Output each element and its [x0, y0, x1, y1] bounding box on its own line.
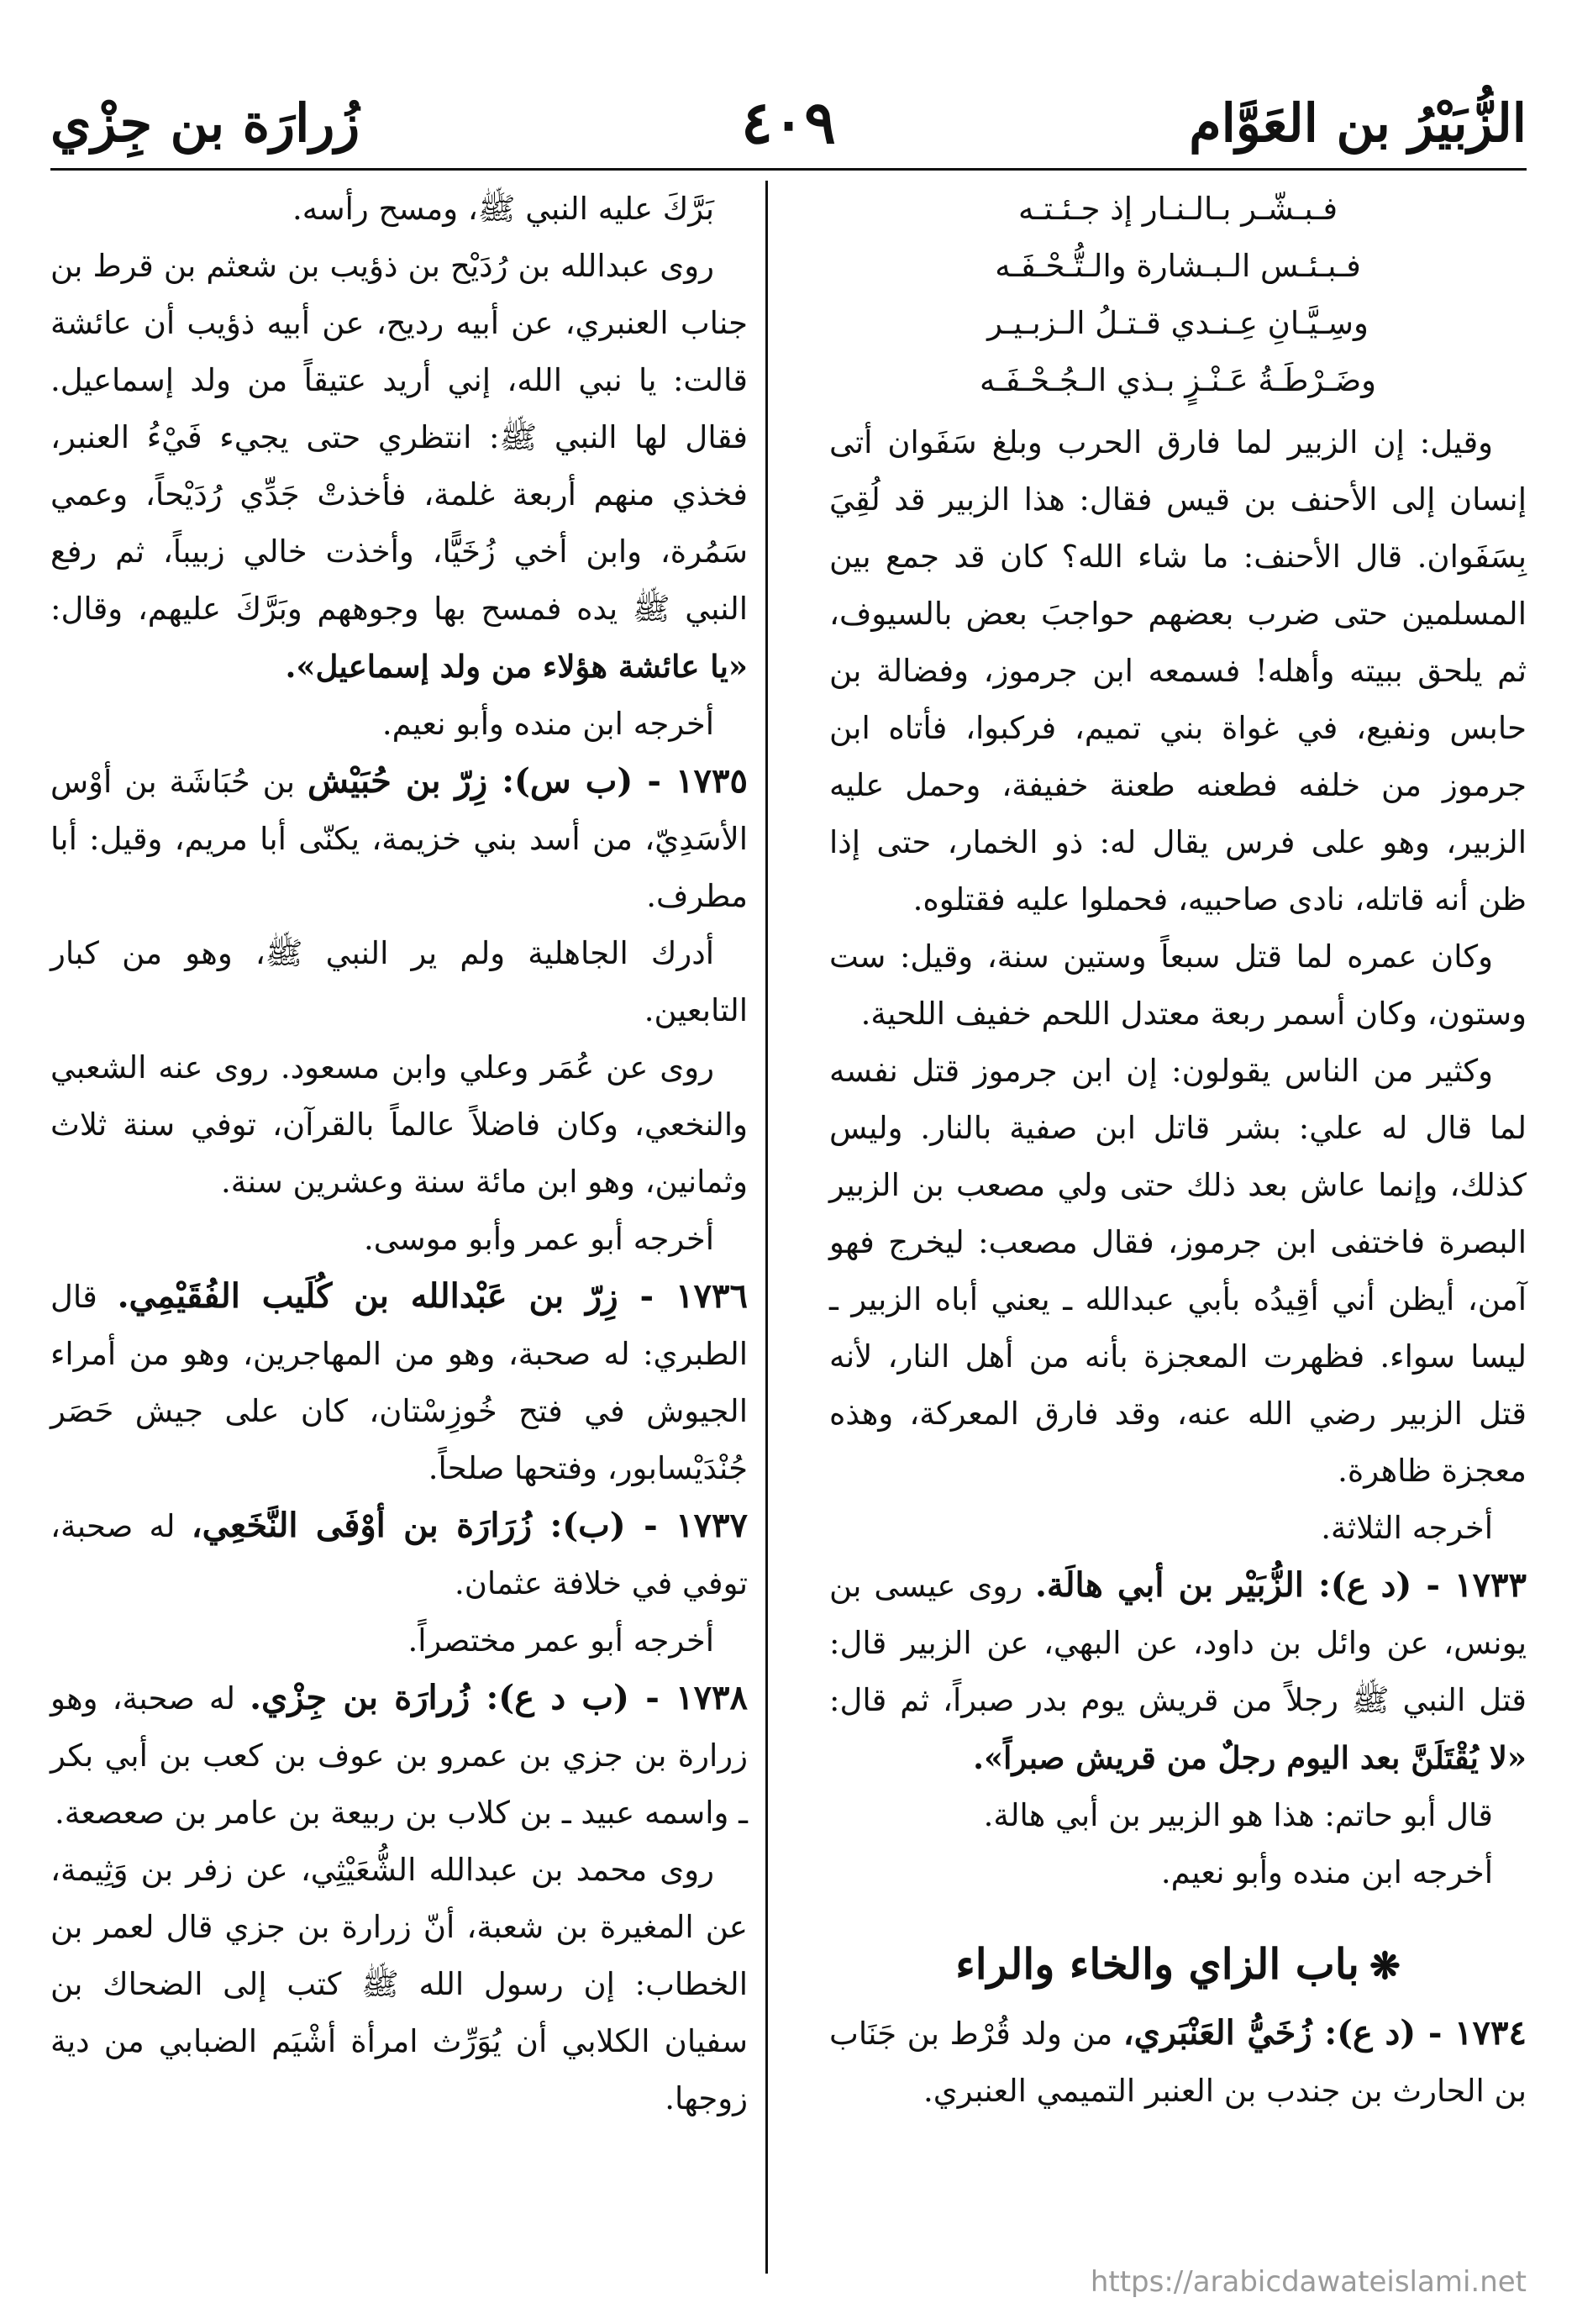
entry-1735 — [50, 753, 748, 925]
paragraph: أخرجه أبو عمر مختصراً. — [407, 1622, 714, 1659]
hadith-quote: «لا يُقْتَلَنَّ بعد اليوم رجلٌ من قريش صبراً». — [973, 1739, 1527, 1776]
entry-heading: ١٧٣٨ - (ب د ع): زُرارَة بن جِزْي. — [250, 1678, 749, 1717]
watermark-url: https://arabicdawateislami.net — [1090, 2265, 1527, 2299]
paragraph: أدرك الجاهلية ولم ير النبي ﷺ، وهو من كبار التابعين. — [50, 935, 748, 1028]
paragraph: روى عن عُمَر وعلي وابن مسعود. روى عنه الشعبي والنخعي، وكان فاضلاً عالماً بالقرآن، توفي سنة ثلاث وثمانين، وهو ابن مائة سنة وعشرين سنة. — [50, 1049, 748, 1200]
paragraph: أخرجه ابن منده وأبو نعيم. — [1160, 1854, 1493, 1890]
poem-line-1: فـبـشّـر بـالـنـار إذ جـئـتـه — [1017, 191, 1338, 227]
running-title-left: زُرارَة بن جِزْي — [50, 92, 360, 154]
entry-1738 — [50, 1669, 748, 1842]
entry-heading: ١٧٣٦ - زِرّ بن عَبْدالله بن كُلَيب الفُقَيْمِي. — [117, 1276, 748, 1316]
entry-text: من ولد قُرْط بن جَنَاب بن الحارث بن جندب بن العنبر التميمي العنبري. — [829, 2016, 1527, 2109]
entry-heading: ١٧٣٧ - (ب): زُرَارَة بن أوْفَى النَّخَعِي، — [191, 1506, 748, 1545]
running-title-right: الزُّبَيْرُ بن العَوَّام — [1189, 92, 1527, 154]
paragraph: أخرجه ابن منده وأبو نعيم. — [381, 706, 714, 742]
entry-heading: ١٧٣٣ - (د ع): الزُّبَيْر بن أبي هالَة. — [1035, 1565, 1527, 1605]
column-divider — [765, 181, 768, 2274]
poem-verse — [829, 352, 1527, 409]
paragraph: أخرجه الثلاثة. — [1321, 1510, 1493, 1546]
paragraph-text: روى عبدالله بن رُدَيْح بن ذؤيب بن شعثم بن قرط بن جناب العنبري، عن أبيه رديح، عن أبيه ذؤيب أن عائشة قالت: يا نبي الله، إني أريد عتيقاً من ولد إسماعيل. فقال لها النبي ﷺ: انتظري حتى يجيء فَيْءُ العنبر، فخذي منهم أربعة غلمة، فأخذتْ جَدِّي رُدَيْحاً، وعمي سَمُرة، وابن أخي زُخَيًّا، وأخذت خالي زبيباً، ثم رفع النبي ﷺ يده فمسح بها وجوههم وبَرَّكَ عليهم، وقال: — [50, 248, 748, 627]
poem-line-3: وسِـيَّـانِ عِـنـدي قـتـلُ الـزبـيـر — [987, 305, 1369, 341]
poem-verse — [829, 238, 1527, 295]
header-rule — [50, 168, 1527, 171]
right-column — [829, 181, 1527, 2120]
paragraph: بَرَّكَ عليه النبي ﷺ، ومسح رأسه. — [292, 191, 714, 227]
poem — [829, 181, 1527, 409]
section-title — [829, 1927, 1527, 2005]
star-icon: ❋ — [1369, 1945, 1401, 1988]
entry-1734 — [829, 2005, 1527, 2120]
poem-line-2: فـبـئـس الـبـشارة والـتُّـحْـفَـه — [995, 248, 1361, 284]
entry-1733 — [829, 1557, 1527, 1787]
poem-verse — [829, 181, 1527, 238]
page-number: ٤٠٩ — [741, 87, 836, 157]
paragraph — [50, 238, 748, 696]
paragraph: أخرجه أبو عمر وأبو موسى. — [364, 1221, 714, 1257]
entry-text: بن حُبَاشَة بن أوْس الأسَدِيّ، من أسد بني خزيمة، يكنّى أبا مريم، وقيل: أبا مطرف. — [50, 764, 748, 914]
page-header — [50, 87, 1527, 176]
entry-heading: ١٧٣٤ - (د ع): زُخَيُّ العَنْبَري، — [1122, 2013, 1527, 2053]
entry-text: روى عيسى بن يونس، عن وائل بن داود، عن البهي، عن الزبير قال: قتل النبي ﷺ رجلاً من قريش يوم بدر صبراً، ثم قال: — [829, 1568, 1527, 1718]
poem-verse — [829, 295, 1527, 352]
paragraph: وكثير من الناس يقولون: إن ابن جرموز قتل نفسه لما قال له علي: بشر قاتل ابن صفية بالنار. وليس كذلك، وإنما عاش بعد ذلك حتى ولي مصعب بن الزبير البصرة فاختفى ابن جرموز، فقال مصعب: ليخرج فهو آمن، أيظن أني أقِيدُه بأبي عبدالله ـ يعني أباه الزبير ـ ليسا سواء. فظهرت المعجزة بأنه من أهل النار، لأنه قتل الزبير رضي الله عنه، وقد فارق المعركة، وهذه معجزة ظاهرة. — [829, 1053, 1527, 1489]
paragraph: وكان عمره لما قتل سبعاً وستين سنة، وقيل: ست وستون، وكان أسمر ربعة معتدل اللحم خفيف اللحية. — [829, 939, 1527, 1032]
hadith-quote: «يا عائشة هؤلاء من ولد إسماعيل». — [285, 648, 748, 685]
entry-heading: ١٧٣٥ - (ب س): زِرّ بن حُبَيْش — [307, 761, 748, 801]
entry-text: له صحبة، توفي في خلافة عثمان. — [50, 1508, 748, 1601]
entry-text: قال الطبري: له صحبة، وهو من المهاجرين، وهو من أمراء الجيوش في فتح خُوزِسْتان، كان على جيش حَصَر جُنْدَيْسابور، وفتحها صلحاً. — [50, 1279, 748, 1486]
entry-1736 — [50, 1268, 748, 1497]
paragraph: روى محمد بن عبدالله الشُّعَيْثِي، عن زفر بن وَثِيمة، عن المغيرة بن شعبة، أنّ زرارة بن جزي قال لعمر بن الخطاب: إن رسول الله ﷺ كتب إلى الضحاك بن سفيان الكلابي أن يُوَرِّث امرأة أشْيَم الضبابي من دية زوجها. — [50, 1852, 748, 2116]
entry-text: له صحبة، وهو زرارة بن جزي بن عمرو بن عوف بن كعب بن أبي بكر ـ واسمه عبيد ـ بن كلاب بن ربيعة بن عامر بن صعصعة. — [50, 1680, 748, 1831]
left-column — [50, 181, 748, 2127]
paragraph: قال أبو حاتم: هذا هو الزبير بن أبي هالة. — [983, 1797, 1493, 1833]
section-title-text: باب الزاي والخاء والراء — [955, 1939, 1359, 1989]
entry-1737 — [50, 1497, 748, 1612]
poem-line-4: وضَـرْطَـةُ عَـنْـزٍ بـذي الـجُـحْـفَـه — [979, 362, 1377, 398]
paragraph: وقيل: إن الزبير لما فارق الحرب وبلغ سَفَوان أتى إنسان إلى الأحنف بن قيس فقال: هذا الزبير قد لُقِيَ بِسَفَوان. قال الأحنف: ما شاء الله؟ كان قد جمع بين المسلمين حتى ضرب بعضهم حواجبَ بعض بالسيوف، ثم يلحق ببيته وأهله! فسمعه ابن جرموز، وفضالة بن حابس ونفيع، في غواة بني تميم، فركبوا، فأتاه ابن جرموز من خلفه فطعنه طعنة خفيفة، وحمل عليه الزبير، وهو على فرس يقال له: ذو الخمار، حتى إذا ظن أنه قاتله، نادى صاحبيه، فحملوا عليه فقتلوه. — [829, 424, 1527, 918]
